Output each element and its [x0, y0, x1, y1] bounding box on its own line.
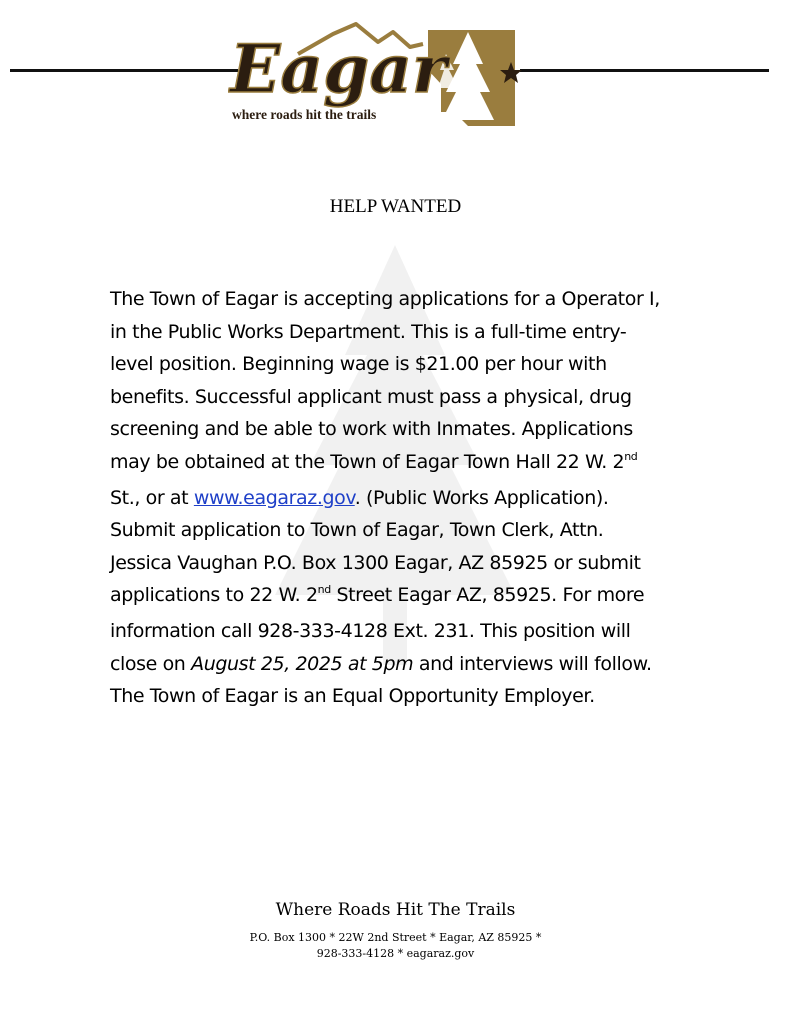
body-line: Submit application to Town of Eagar, Town Clerk, Attn.: [110, 519, 604, 542]
logo-word: Eagar: [230, 30, 447, 108]
body-text-segment: . (Public Works Application).: [354, 486, 609, 509]
body-text-segment: applications to 22 W. 2: [110, 584, 318, 607]
body-text-segment: and interviews will follow.: [413, 652, 652, 675]
body-line: The Town of Eagar is an Equal Opportunity Employer.: [110, 685, 595, 708]
footer-contact: 928-333-4128 * eagaraz.gov: [316, 947, 475, 960]
body-line: [110, 579, 690, 615]
eagar-logo: [228, 14, 522, 130]
job-description: [110, 283, 690, 713]
logo-tagline: where roads hit the trails: [232, 107, 377, 122]
website-link[interactable]: www.eagaraz.gov: [193, 486, 355, 509]
body-line: benefits. Successful applicant must pass a physical, drug: [110, 385, 632, 408]
body-line: information call 928-333-4128 Ext. 231. This position will: [110, 619, 631, 642]
deadline-date: August 25, 2025 at 5pm: [191, 652, 414, 675]
header-rule-right: [520, 69, 769, 72]
superscript: nd: [624, 449, 638, 463]
body-line: The Town of Eagar is accepting applications for a Operator I,: [110, 288, 660, 310]
body-line: [110, 648, 690, 681]
body-line: screening and be able to work with Inmates. Applications: [110, 418, 633, 441]
header-rule-left: [10, 69, 238, 72]
page-title: HELP WANTED: [329, 196, 462, 217]
footer-slogan: Where Roads Hit The Trails: [275, 900, 516, 920]
superscript: nd: [317, 583, 331, 597]
body-line: in the Public Works Department. This is a full-time entry-: [110, 320, 627, 343]
body-line: Jessica Vaughan P.O. Box 1300 Eagar, AZ 85925 or submit: [110, 551, 641, 574]
body-text-segment: St., or at: [110, 486, 194, 509]
body-text-segment: close on: [110, 652, 192, 675]
body-line: [110, 446, 690, 482]
body-text-segment: Street Eagar AZ, 85925. For more: [330, 584, 645, 607]
body-line: [110, 482, 690, 515]
footer-address: P.O. Box 1300 * 22W 2nd Street * Eagar, AZ 85925 *: [249, 931, 542, 944]
body-line: level position. Beginning wage is $21.00 per hour with: [110, 353, 607, 376]
body-text-segment: may be obtained at the Town of Eagar Town Hall 22 W. 2: [110, 450, 625, 473]
